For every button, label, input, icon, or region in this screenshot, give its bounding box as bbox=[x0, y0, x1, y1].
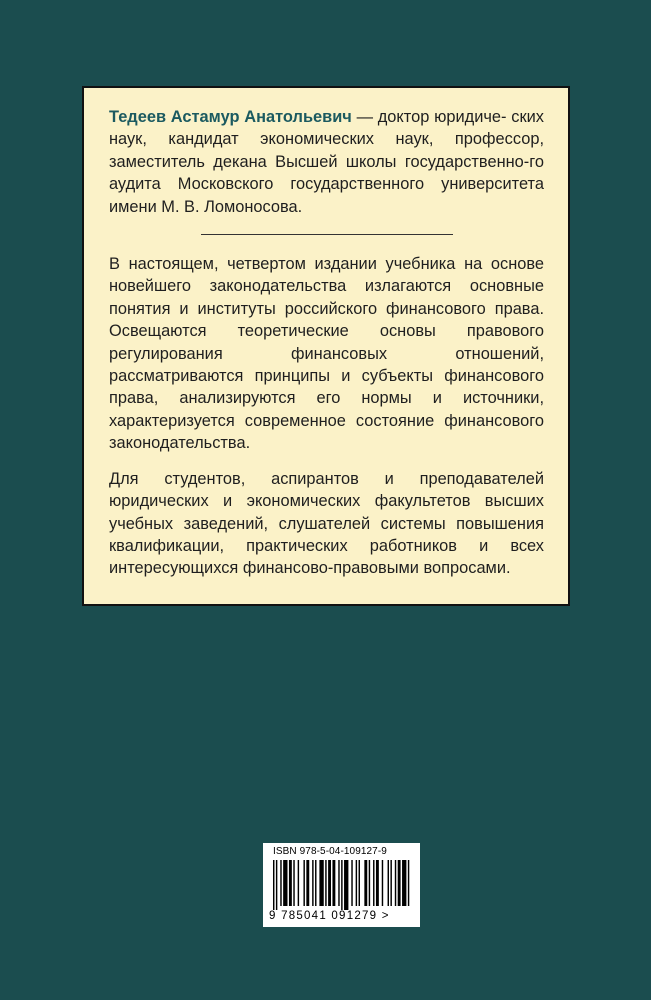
barcode-bar bbox=[303, 860, 304, 906]
barcode-bar bbox=[315, 860, 316, 906]
barcode-bar bbox=[376, 860, 379, 906]
barcode-bar bbox=[395, 860, 396, 906]
barcode-bar bbox=[293, 860, 294, 906]
barcode-bar bbox=[332, 860, 335, 906]
barcode-bar bbox=[276, 860, 277, 910]
barcode-bars bbox=[271, 860, 412, 910]
barcode-bar bbox=[364, 860, 367, 906]
barcode-bar bbox=[283, 860, 287, 906]
author-paragraph bbox=[109, 106, 544, 218]
barcode-bar bbox=[351, 860, 352, 906]
barcode-bar bbox=[382, 860, 383, 906]
book-description: В настоящем, четвертом издании учебника на основе новейшего законодательства излагаются основные понятия и институты российского финансового права. Освещаются теоретические основы правового регулирования финансовых отношений, рассматриваются принципы и субъекты финансового права, анализируются его нормы и источники, характеризуется современное состояние финансового законодательства. bbox=[109, 255, 544, 453]
barcode-bar bbox=[306, 860, 309, 906]
author-bio-start: — доктор юридиче- bbox=[351, 108, 507, 126]
barcode-bar bbox=[289, 860, 292, 906]
barcode-bar bbox=[388, 860, 389, 906]
barcode-bar bbox=[298, 860, 299, 906]
barcode-bar bbox=[402, 860, 406, 906]
target-audience: Для студентов, аспирантов и преподавателей юридических и экономических факультетов высших учебных заведений, слушателей системы повышения квалификации, практических работников и всех интересующихся финансово-правовыми вопросами. bbox=[109, 469, 544, 578]
barcode-digits: 9 785041 091279 > bbox=[269, 910, 390, 922]
barcode-bar bbox=[338, 860, 339, 906]
barcode-bar bbox=[408, 860, 409, 906]
barcode-bar bbox=[341, 860, 342, 910]
barcode-bar bbox=[359, 860, 360, 906]
section-divider bbox=[201, 234, 453, 235]
barcode-bar bbox=[312, 860, 313, 906]
barcode-bar bbox=[344, 860, 348, 910]
isbn-barcode bbox=[263, 843, 420, 927]
barcode-bar bbox=[328, 860, 331, 906]
barcode-bar bbox=[273, 860, 274, 910]
barcode-bar bbox=[319, 860, 323, 906]
barcode-bar bbox=[373, 860, 374, 906]
author-bio: ских наук, кандидат экономических наук, профессор, заместитель декана Высшей школы государственно-го аудита Московского государственного университета имени М. В. Ломоносова. bbox=[109, 108, 544, 216]
barcode-bar bbox=[356, 860, 357, 906]
barcode-bar bbox=[390, 860, 391, 906]
barcode-bar bbox=[325, 860, 326, 906]
barcode-bar bbox=[280, 860, 281, 906]
isbn-label: ISBN 978-5-04-109127-9 bbox=[273, 846, 387, 857]
author-name: Тедеев Астамур Анатольевич bbox=[109, 108, 352, 126]
annotation-panel bbox=[82, 86, 570, 606]
barcode-bar bbox=[398, 860, 401, 906]
barcode-bar bbox=[369, 860, 370, 906]
